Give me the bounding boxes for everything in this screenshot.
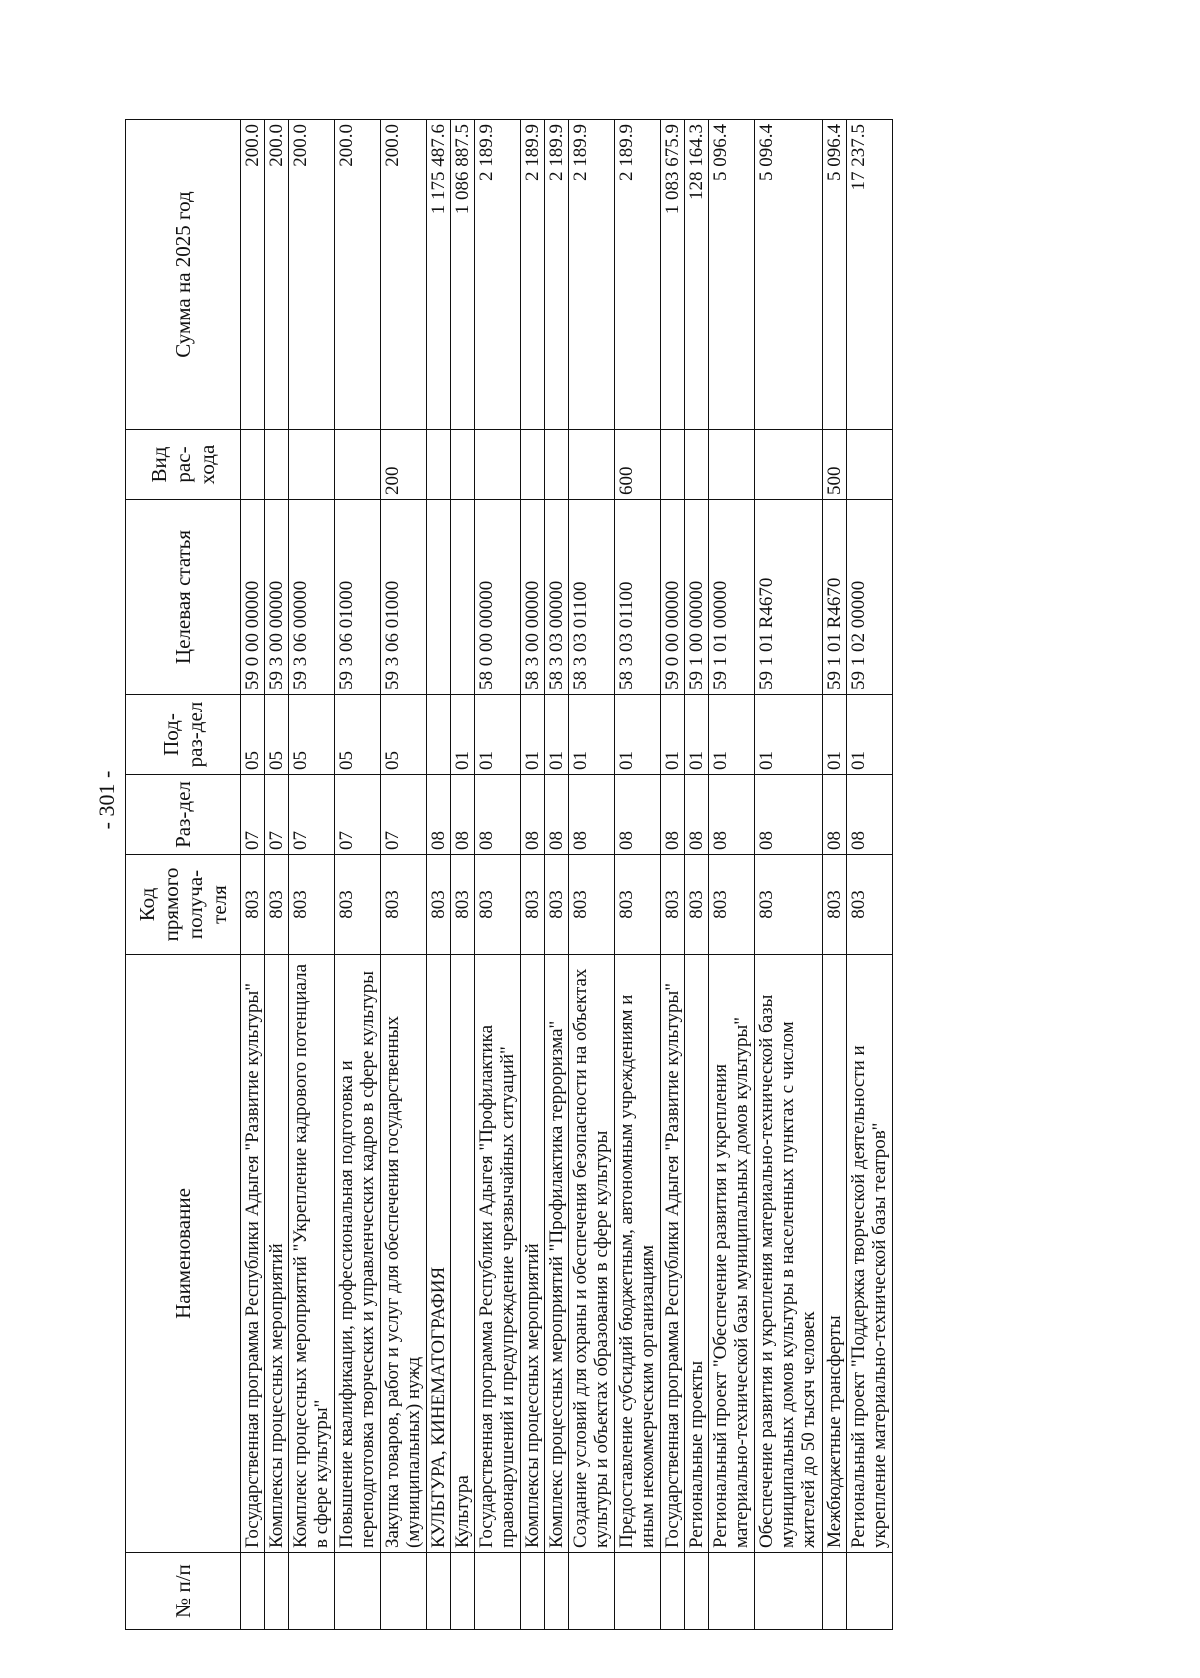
row-sum-cell: 5 096.4 — [823, 120, 847, 430]
row-target-cell: 58 3 03 01100 — [615, 500, 661, 695]
row-recipient-cell: 803 — [755, 855, 823, 955]
row-recipient-cell: 803 — [451, 855, 475, 955]
row-name-cell: КУЛЬТУРА, КИНЕМАТОГРАФИЯ — [427, 955, 451, 1553]
row-section-cell: 07 — [381, 775, 427, 855]
row-recipient-cell: 803 — [615, 855, 661, 955]
table-row — [521, 120, 545, 1630]
row-recipient-cell: 803 — [427, 855, 451, 955]
row-name-cell: Региональный проект "Поддержка творческой деятельности и укрепление материально-технической базы театров" — [847, 955, 893, 1553]
row-subsection-cell: 05 — [289, 695, 335, 775]
header-subsection: Под-раз-дел — [126, 695, 241, 775]
row-expense-cell — [241, 430, 265, 500]
row-target-cell: 59 1 01 00000 — [709, 500, 755, 695]
row-expense-cell: 600 — [615, 430, 661, 500]
row-expense-cell — [709, 430, 755, 500]
row-section-cell: 08 — [615, 775, 661, 855]
row-num-cell — [661, 1553, 685, 1630]
row-section-cell: 08 — [451, 775, 475, 855]
table-row — [427, 120, 451, 1630]
row-recipient-cell: 803 — [709, 855, 755, 955]
row-section-cell: 07 — [335, 775, 381, 855]
row-name-cell: Создание условий для охраны и обеспечения безопасности на объектах культуры и объектах образования в сфере культуры — [569, 955, 615, 1553]
table-row — [661, 120, 685, 1630]
row-sum-cell: 200.0 — [335, 120, 381, 430]
row-expense-cell: 500 — [823, 430, 847, 500]
row-name-cell: Комплексы процессных мероприятий — [521, 955, 545, 1553]
row-name-cell: Комплексы процессных мероприятий — [265, 955, 289, 1553]
row-expense-cell — [685, 430, 709, 500]
budget-table — [125, 119, 893, 1630]
row-target-cell — [427, 500, 451, 695]
table-row — [709, 120, 755, 1630]
row-subsection-cell: 05 — [335, 695, 381, 775]
row-num-cell — [569, 1553, 615, 1630]
row-section-cell: 07 — [289, 775, 335, 855]
row-sum-cell: 5 096.4 — [755, 120, 823, 430]
table-row — [475, 120, 521, 1630]
row-section-cell: 08 — [823, 775, 847, 855]
row-name-cell: Закупка товаров, работ и услуг для обеспечения государственных (муниципальных) нужд — [381, 955, 427, 1553]
row-expense-cell — [661, 430, 685, 500]
row-sum-cell: 200.0 — [381, 120, 427, 430]
row-section-cell: 07 — [265, 775, 289, 855]
row-subsection-cell: 01 — [685, 695, 709, 775]
table-row — [823, 120, 847, 1630]
row-recipient-cell: 803 — [685, 855, 709, 955]
row-num-cell — [521, 1553, 545, 1630]
header-section: Раз-дел — [126, 775, 241, 855]
row-name-cell: Государственная программа Республики Адыгея "Развитие культуры" — [661, 955, 685, 1553]
row-recipient-cell: 803 — [847, 855, 893, 955]
row-sum-cell: 200.0 — [289, 120, 335, 430]
row-name-cell: Повышение квалификации, профессиональная подготовка и переподготовка творческих и управленческих кадров в сфере культуры — [335, 955, 381, 1553]
row-subsection-cell: 01 — [475, 695, 521, 775]
row-expense-cell — [755, 430, 823, 500]
row-num-cell — [289, 1553, 335, 1630]
row-num-cell — [427, 1553, 451, 1630]
row-section-cell: 08 — [755, 775, 823, 855]
row-name-cell: Региональный проект "Обеспечение развития и укрепления материально-технической базы муниципальных домов культуры" — [709, 955, 755, 1553]
row-sum-cell: 200.0 — [241, 120, 265, 430]
row-num-cell — [709, 1553, 755, 1630]
table-header-row — [126, 120, 241, 1630]
row-num-cell — [475, 1553, 521, 1630]
row-num-cell — [241, 1553, 265, 1630]
row-recipient-cell: 803 — [475, 855, 521, 955]
row-subsection-cell: 01 — [661, 695, 685, 775]
row-target-cell: 59 1 00 00000 — [685, 500, 709, 695]
page-number: - 301 - — [94, 770, 119, 830]
row-target-cell — [451, 500, 475, 695]
row-num-cell — [545, 1553, 569, 1630]
rotated-table-wrapper — [125, 120, 1195, 1630]
row-target-cell: 58 3 00 00000 — [521, 500, 545, 695]
table-row — [755, 120, 823, 1630]
row-sum-cell: 1 086 887.5 — [451, 120, 475, 430]
table-row — [615, 120, 661, 1630]
row-expense-cell — [545, 430, 569, 500]
row-name-cell: Государственная программа Республики Адыгея "Профилактика правонарушений и предупреждение чрезвычайных ситуаций" — [475, 955, 521, 1553]
row-section-cell: 07 — [241, 775, 265, 855]
row-name-cell: Региональные проекты — [685, 955, 709, 1553]
row-recipient-cell: 803 — [241, 855, 265, 955]
row-sum-cell: 17 237.5 — [847, 120, 893, 430]
header-expense: Вид рас-хода — [126, 430, 241, 500]
row-num-cell — [615, 1553, 661, 1630]
row-target-cell: 59 1 01 R4670 — [823, 500, 847, 695]
table-row — [451, 120, 475, 1630]
row-expense-cell — [475, 430, 521, 500]
row-subsection-cell: 05 — [381, 695, 427, 775]
row-name-cell: Государственная программа Республики Адыгея "Развитие культуры" — [241, 955, 265, 1553]
row-section-cell: 08 — [661, 775, 685, 855]
row-sum-cell: 2 189.9 — [569, 120, 615, 430]
row-expense-cell — [569, 430, 615, 500]
row-sum-cell: 2 189.9 — [521, 120, 545, 430]
row-section-cell: 08 — [847, 775, 893, 855]
row-expense-cell — [451, 430, 475, 500]
row-recipient-cell: 803 — [381, 855, 427, 955]
row-sum-cell: 5 096.4 — [709, 120, 755, 430]
header-recipient: Код прямого получа-теля — [126, 855, 241, 955]
row-expense-cell — [289, 430, 335, 500]
row-sum-cell: 128 164.3 — [685, 120, 709, 430]
row-target-cell: 59 3 06 01000 — [381, 500, 427, 695]
row-sum-cell: 1 175 487.6 — [427, 120, 451, 430]
row-recipient-cell: 803 — [265, 855, 289, 955]
row-recipient-cell: 803 — [823, 855, 847, 955]
row-sum-cell: 2 189.9 — [615, 120, 661, 430]
row-num-cell — [265, 1553, 289, 1630]
row-expense-cell — [847, 430, 893, 500]
row-target-cell: 59 3 00 00000 — [265, 500, 289, 695]
table-row — [685, 120, 709, 1630]
row-subsection-cell: 01 — [545, 695, 569, 775]
row-expense-cell — [265, 430, 289, 500]
row-name-cell: Предоставление субсидий бюджетным, автономным учреждениям и иным некоммерческим организациям — [615, 955, 661, 1553]
row-expense-cell — [335, 430, 381, 500]
row-target-cell: 58 3 03 00000 — [545, 500, 569, 695]
row-subsection-cell: 01 — [615, 695, 661, 775]
row-section-cell: 08 — [685, 775, 709, 855]
row-recipient-cell: 803 — [569, 855, 615, 955]
header-name: Наименование — [126, 955, 241, 1553]
row-name-cell: Комплекс процессных мероприятий "Профилактика терроризма" — [545, 955, 569, 1553]
row-num-cell — [823, 1553, 847, 1630]
row-name-cell: Обеспечение развития и укрепления материально-технической базы муниципальных домов культуры в населенных пунктах с числом жителей до 50 тысяч человек — [755, 955, 823, 1553]
row-num-cell — [451, 1553, 475, 1630]
row-recipient-cell: 803 — [661, 855, 685, 955]
row-sum-cell: 200.0 — [265, 120, 289, 430]
table-row — [847, 120, 893, 1630]
row-recipient-cell: 803 — [521, 855, 545, 955]
row-num-cell — [685, 1553, 709, 1630]
table-row — [289, 120, 335, 1630]
row-num-cell — [755, 1553, 823, 1630]
table-row — [381, 120, 427, 1630]
row-section-cell: 08 — [427, 775, 451, 855]
row-name-cell: Межбюджетные трансферты — [823, 955, 847, 1553]
row-section-cell: 08 — [521, 775, 545, 855]
table-row — [545, 120, 569, 1630]
row-target-cell: 59 1 01 R4670 — [755, 500, 823, 695]
row-section-cell: 08 — [709, 775, 755, 855]
row-subsection-cell — [427, 695, 451, 775]
row-target-cell: 58 0 00 00000 — [475, 500, 521, 695]
row-target-cell: 58 3 03 01100 — [569, 500, 615, 695]
row-subsection-cell: 05 — [265, 695, 289, 775]
row-subsection-cell: 01 — [847, 695, 893, 775]
row-recipient-cell: 803 — [289, 855, 335, 955]
row-num-cell — [847, 1553, 893, 1630]
row-subsection-cell: 01 — [569, 695, 615, 775]
row-subsection-cell: 01 — [755, 695, 823, 775]
row-expense-cell — [427, 430, 451, 500]
row-subsection-cell: 01 — [823, 695, 847, 775]
row-target-cell: 59 3 06 00000 — [289, 500, 335, 695]
row-sum-cell: 2 189.9 — [545, 120, 569, 430]
row-subsection-cell: 01 — [451, 695, 475, 775]
row-target-cell: 59 0 00 00000 — [241, 500, 265, 695]
row-subsection-cell: 01 — [709, 695, 755, 775]
table-row — [265, 120, 289, 1630]
header-num: № п/п — [126, 1553, 241, 1630]
row-section-cell: 08 — [545, 775, 569, 855]
row-recipient-cell: 803 — [335, 855, 381, 955]
header-target: Целевая статья — [126, 500, 241, 695]
row-expense-cell: 200 — [381, 430, 427, 500]
row-sum-cell: 2 189.9 — [475, 120, 521, 430]
row-recipient-cell: 803 — [545, 855, 569, 955]
row-sum-cell: 1 083 675.9 — [661, 120, 685, 430]
row-num-cell — [381, 1553, 427, 1630]
table-row — [335, 120, 381, 1630]
row-expense-cell — [521, 430, 545, 500]
header-sum: Сумма на 2025 год — [126, 120, 241, 430]
row-section-cell: 08 — [475, 775, 521, 855]
table-row — [241, 120, 265, 1630]
table-row — [569, 120, 615, 1630]
row-target-cell: 59 3 06 01000 — [335, 500, 381, 695]
row-num-cell — [335, 1553, 381, 1630]
row-name-cell: Культура — [451, 955, 475, 1553]
row-name-cell: Комплекс процессных мероприятий "Укрепление кадрового потенциала в сфере культуры" — [289, 955, 335, 1553]
row-subsection-cell: 01 — [521, 695, 545, 775]
row-target-cell: 59 0 00 00000 — [661, 500, 685, 695]
row-target-cell: 59 1 02 00000 — [847, 500, 893, 695]
row-subsection-cell: 05 — [241, 695, 265, 775]
row-section-cell: 08 — [569, 775, 615, 855]
